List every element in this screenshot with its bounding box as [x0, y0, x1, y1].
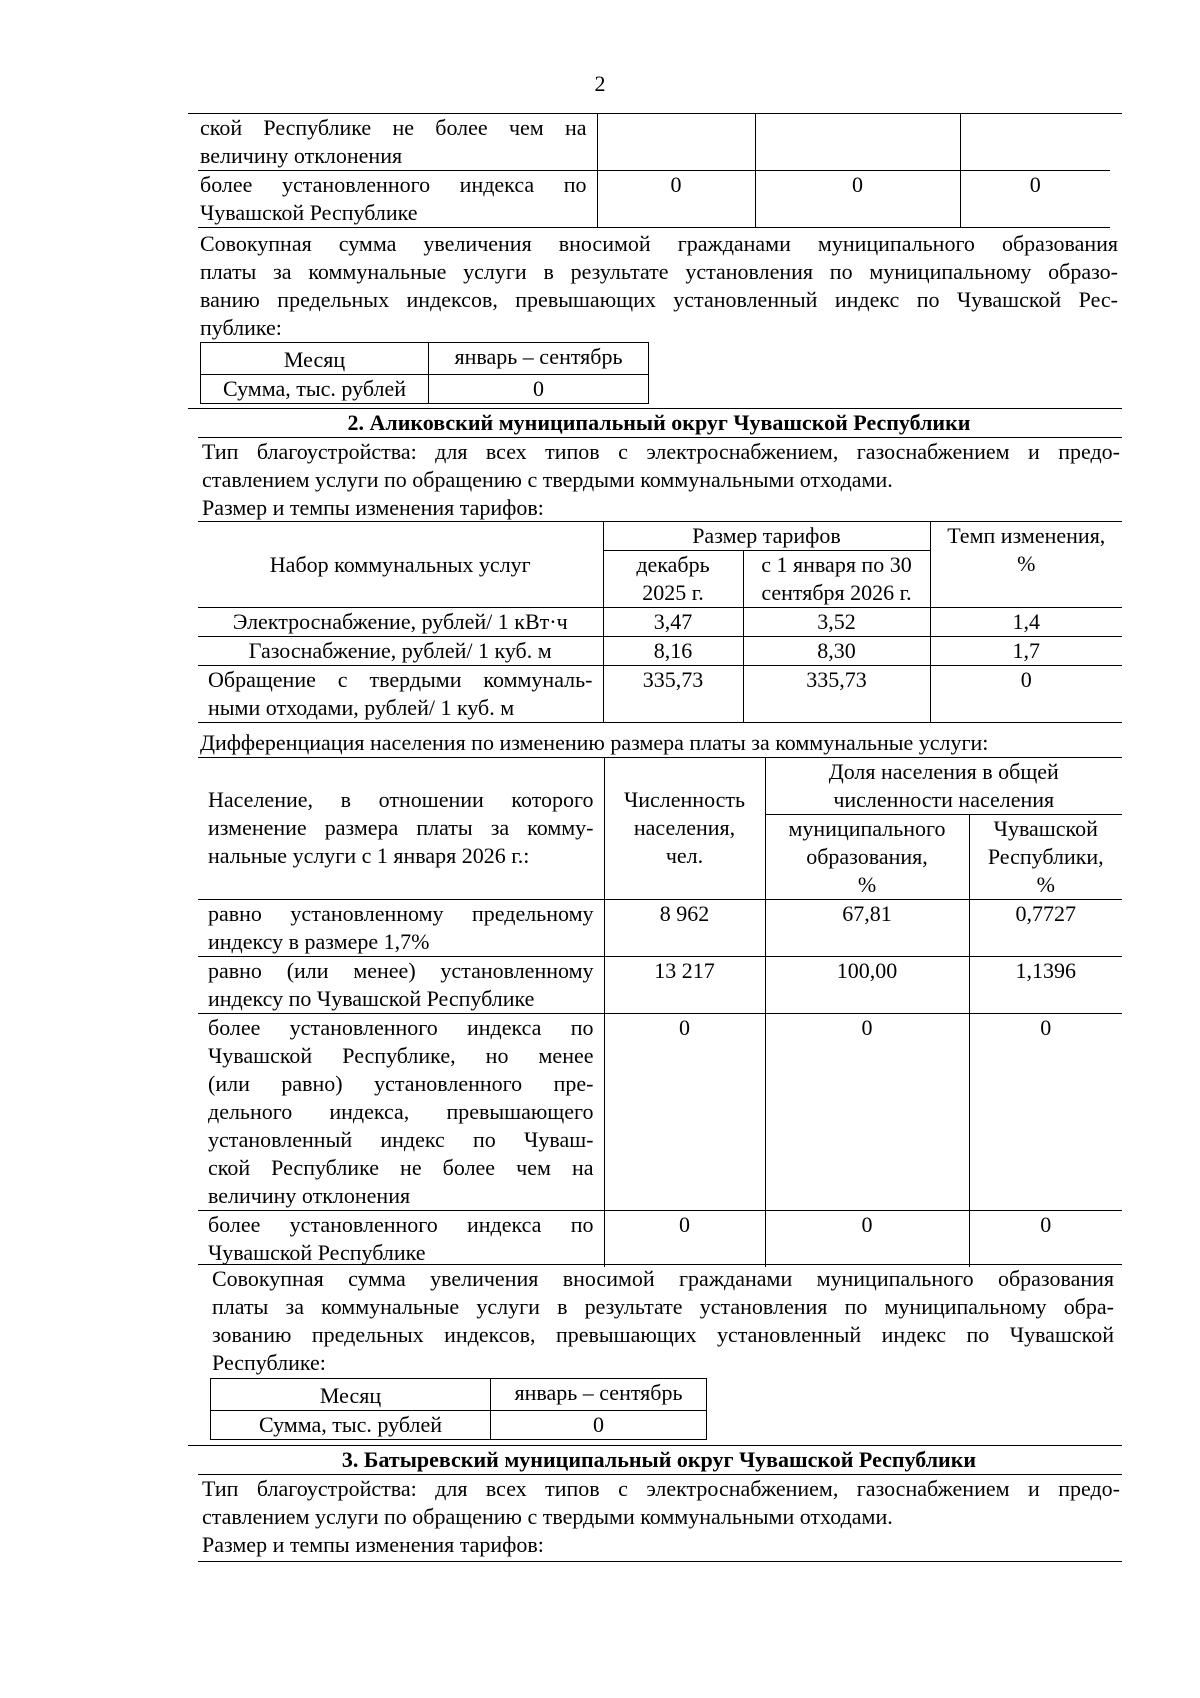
month-value: январь – сентябрь	[429, 343, 649, 375]
population-diff-table	[198, 757, 1122, 1267]
share-republic: 0	[969, 1014, 1122, 1211]
label-line: ными отходами, рублей/ 1 куб. м	[208, 695, 515, 720]
sec3-title	[198, 1446, 1120, 1474]
header-line: образования,	[806, 844, 928, 869]
header-line: Чувашской	[993, 816, 1098, 841]
label-line: величину отклонения	[208, 1183, 411, 1208]
sec1-total-paragraph	[196, 230, 1118, 342]
table-cell	[960, 114, 1110, 171]
header-line: %	[1036, 872, 1055, 897]
sum-value: 0	[429, 375, 649, 404]
tariff-january: 8,30	[743, 637, 930, 666]
label-line: равно (или менее) установленному	[208, 958, 594, 983]
paragraph-line: ставлением услуги по обращению с твердыми коммунальными отходами.	[202, 467, 893, 492]
paragraph-line: зованию предельных индексов, превышающих установленный индекс по Чувашской	[212, 1322, 1114, 1347]
service-name	[198, 666, 603, 723]
share-municipal: 0	[765, 1014, 969, 1211]
header-december	[603, 551, 743, 608]
tariff-january: 335,73	[743, 666, 930, 723]
header-line: изменение размера платы за комму-	[208, 815, 594, 840]
sec2-type-paragraph	[198, 438, 1120, 522]
paragraph-line: платы за коммунальные услуги в результате установления по муниципальному обра-	[212, 1294, 1114, 1319]
table-row	[198, 666, 1122, 723]
header-line: населения,	[633, 815, 736, 840]
table-row	[198, 608, 1122, 637]
header-line: 2025 г.	[642, 580, 704, 605]
page-number: 2	[594, 71, 606, 96]
diff-heading	[200, 729, 1120, 757]
tariffs-heading: Размер и темпы изменения тарифов:	[202, 1532, 544, 1557]
header-line: с 1 января по 30	[761, 552, 912, 577]
paragraph-line: Тип благоустройства: для всех типов с электроснабжением, газоснабжением и предо-	[202, 439, 1120, 464]
table-cell	[755, 114, 960, 171]
label-line: индексу в размере 1,7%	[208, 929, 430, 954]
row-label	[198, 900, 604, 957]
sec1-sum-table	[200, 342, 649, 404]
label-line: Чувашской Республике	[200, 200, 418, 225]
label-line: Чувашской Республике, но менее	[208, 1043, 594, 1068]
label-line: (или равно) установленного пре-	[208, 1071, 594, 1096]
paragraph-line: публике:	[200, 315, 282, 340]
row-label	[198, 1211, 604, 1268]
label-line: более установленного индекса по	[208, 1015, 594, 1040]
label-line: величину отклонения	[200, 143, 403, 168]
label-line: Чувашской Республике	[208, 1240, 426, 1265]
month-label: Месяц	[211, 1379, 491, 1411]
month-label: Месяц	[201, 343, 429, 375]
label-line: Обращение с твердыми коммуналь-	[208, 667, 593, 692]
table-row	[198, 522, 1122, 551]
table-row	[211, 1379, 707, 1411]
label-line: более установленного индекса по	[208, 1212, 594, 1237]
header-share	[765, 758, 1122, 815]
month-value: январь – сентябрь	[491, 1379, 707, 1411]
sec2-title	[198, 409, 1120, 437]
row-label	[198, 171, 597, 228]
header-tariff-size: Размер тарифов	[603, 522, 930, 551]
sec2-total-paragraph	[208, 1265, 1114, 1377]
population-count: 0	[604, 1014, 765, 1211]
table-row	[198, 637, 1122, 666]
tariff-rate: 0	[930, 666, 1122, 723]
table-cell: 0	[755, 171, 960, 228]
section-title: 3. Батыревский муниципальный округ Чувашской Республики	[341, 1447, 977, 1472]
bottom-rule	[198, 1561, 1122, 1562]
share-republic: 0,7727	[969, 900, 1122, 957]
share-republic: 1,1396	[969, 957, 1122, 1014]
table-cell: 0	[960, 171, 1110, 228]
header-population	[198, 758, 604, 900]
table-row	[198, 957, 1122, 1014]
population-count: 13 217	[604, 957, 765, 1014]
header-municipal	[765, 815, 969, 900]
sec2-sum-table	[210, 1378, 707, 1440]
share-municipal: 67,81	[765, 900, 969, 957]
tariff-december: 3,47	[603, 608, 743, 637]
sum-label: Сумма, тыс. рублей	[201, 375, 429, 404]
service-name: Газоснабжение, рублей/ 1 куб. м	[198, 637, 603, 666]
tariff-rate: 1,7	[930, 637, 1122, 666]
paragraph-line: Республике:	[212, 1350, 326, 1375]
paragraph-line: ванию предельных индексов, превышающих установленный индекс по Чувашской Рес-	[200, 287, 1118, 312]
paragraph-line: Дифференциация населения по изменению размера платы за коммунальные услуги:	[200, 730, 989, 755]
table-cell	[597, 114, 755, 171]
sec3-type-paragraph	[198, 1475, 1120, 1559]
header-line: Темп изменения,	[947, 523, 1106, 548]
paragraph-line: платы за коммунальные услуги в результате установления по муниципальному образо-	[200, 259, 1118, 284]
sum-value: 0	[491, 1411, 707, 1440]
row-label	[198, 1014, 604, 1211]
tariff-table	[198, 521, 1122, 723]
tariff-rate: 1,4	[930, 608, 1122, 637]
header-january	[743, 551, 930, 608]
header-line: чел.	[665, 843, 704, 868]
tariff-january: 3,52	[743, 608, 930, 637]
header-count	[604, 758, 765, 900]
paragraph-line: Совокупная сумма увеличения вносимой гражданами муниципального образования	[212, 1266, 1114, 1291]
row-label	[198, 114, 597, 171]
tariffs-heading: Размер и темпы изменения тарифов:	[202, 495, 544, 520]
row-label	[198, 957, 604, 1014]
service-name: Электроснабжение, рублей/ 1 кВт·ч	[198, 608, 603, 637]
table-row	[201, 343, 649, 375]
label-line: более установленного индекса по	[200, 172, 587, 197]
population-count: 0	[604, 1211, 765, 1268]
table-row	[201, 375, 649, 404]
tariff-december: 335,73	[603, 666, 743, 723]
header-line: Доля населения в общей	[828, 759, 1059, 784]
table-row	[198, 758, 1122, 815]
population-count: 8 962	[604, 900, 765, 957]
share-municipal: 0	[765, 1211, 969, 1268]
header-line: нальные услуги с 1 января 2026 г.:	[208, 843, 530, 868]
label-line: индексу по Чувашской Республике	[208, 986, 535, 1011]
table-row	[198, 1014, 1122, 1211]
header-line: Республики,	[987, 844, 1104, 869]
header-services: Набор коммунальных услуг	[198, 522, 603, 608]
header-line: %	[857, 872, 877, 897]
table-row	[211, 1411, 707, 1440]
header-line: муниципального	[788, 816, 946, 841]
label-line: равно установленному предельному	[208, 901, 594, 926]
table-row	[198, 900, 1122, 957]
table-row	[198, 114, 1110, 171]
table-cell: 0	[597, 171, 755, 228]
header-line: %	[1017, 551, 1036, 576]
section-title: 2. Аликовский муниципальный округ Чувашской Республики	[347, 410, 971, 435]
header-line: Численность	[623, 787, 746, 812]
header-republic	[969, 815, 1122, 900]
tariff-december: 8,16	[603, 637, 743, 666]
share-municipal: 100,00	[765, 957, 969, 1014]
paragraph-line: ставлением услуги по обращению с твердыми коммунальными отходами.	[202, 1504, 893, 1529]
header-line: сентября 2026 г.	[761, 580, 912, 605]
share-republic: 0	[969, 1211, 1122, 1268]
top-continuation-table	[198, 114, 1110, 228]
sum-label: Сумма, тыс. рублей	[211, 1411, 491, 1440]
label-line: ской Республике не более чем на	[208, 1155, 594, 1180]
table-row	[198, 1211, 1122, 1268]
paragraph-line: Тип благоустройства: для всех типов с электроснабжением, газоснабжением и предо-	[202, 1476, 1120, 1501]
table-row	[198, 171, 1110, 228]
label-line: ской Республике не более чем на	[200, 115, 587, 140]
header-line: Население, в отношении которого	[208, 787, 594, 812]
paragraph-line: Совокупная сумма увеличения вносимой гражданами муниципального образования	[200, 231, 1118, 256]
label-line: дельного индекса, превышающего	[208, 1099, 594, 1124]
header-line: численности населения	[833, 787, 1055, 812]
header-line: декабрь	[636, 552, 710, 577]
label-line: установленный индекс по Чуваш-	[208, 1127, 594, 1152]
header-rate	[930, 522, 1122, 608]
